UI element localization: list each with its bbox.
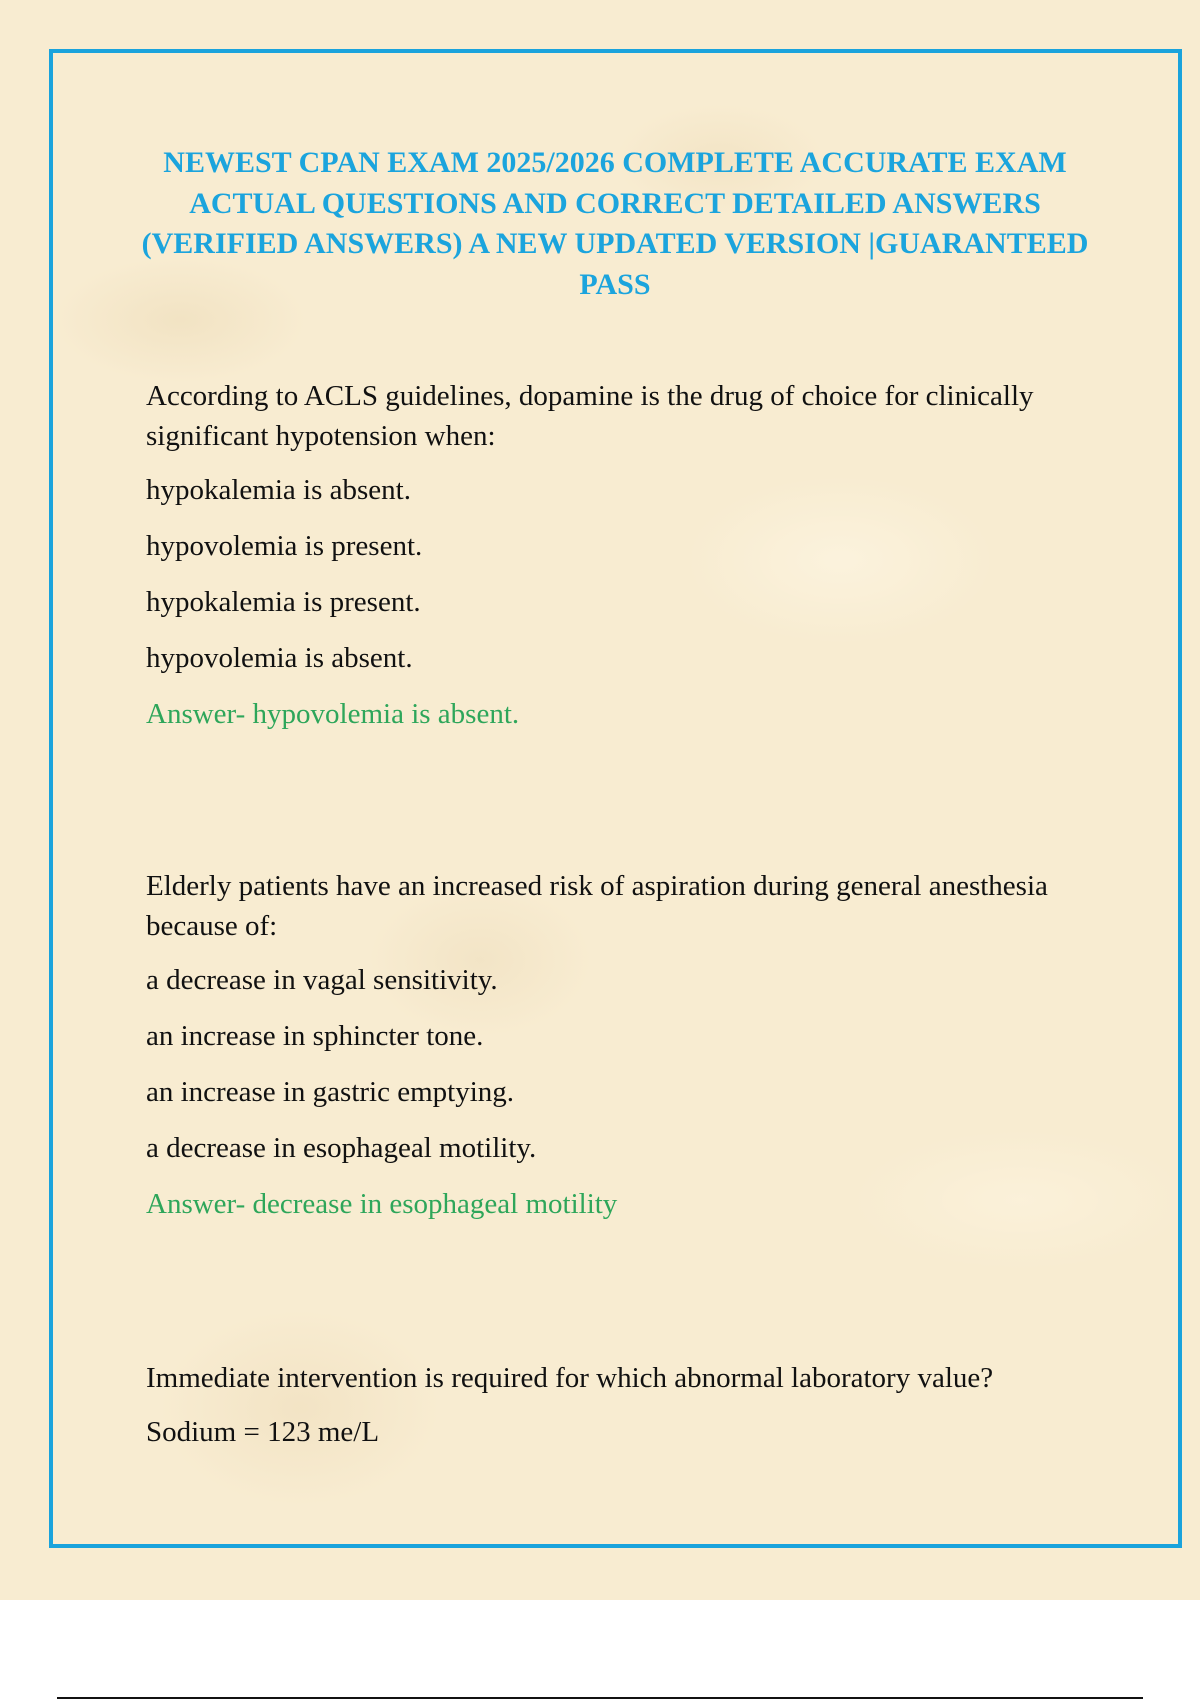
answer-option: an increase in gastric emptying.: [146, 1076, 515, 1108]
question-block-1: [146, 376, 1106, 732]
answer-option: a decrease in esophageal motility.: [146, 1132, 537, 1164]
answer-option: Sodium = 123 me/L: [146, 1416, 380, 1448]
answer-option: a decrease in vagal sensitivity.: [146, 964, 498, 996]
question-text: Immediate intervention is required for which abnormal laboratory value?: [146, 1362, 994, 1394]
document-title: NEWEST CPAN EXAM 2025/2026 COMPLETE ACCURATE EXAM ACTUAL QUESTIONS AND CORRECT DETAILED ANSWERS (VERIFIED ANSWERS) A NEW UPDATED VERSION |GUARANTEED PASS: [141, 146, 1089, 301]
question-text: Elderly patients have an increased risk of aspiration during general anesthesia because of:: [146, 870, 1048, 942]
answer-option: hypovolemia is absent.: [146, 642, 413, 674]
question-block-2: [146, 866, 1106, 1222]
correct-answer: Answer- hypovolemia is absent.: [146, 698, 520, 730]
question-text: According to ACLS guidelines, dopamine is the drug of choice for clinically significant hypotension when:: [146, 380, 1034, 452]
correct-answer: Answer- decrease in esophageal motility: [146, 1188, 618, 1220]
answer-option: hypovolemia is present.: [146, 530, 423, 562]
question-block-3: [146, 1358, 1106, 1470]
answer-option: hypokalemia is absent.: [146, 474, 411, 506]
footer-divider: [57, 1697, 1143, 1699]
answer-option: hypokalemia is present.: [146, 586, 421, 618]
answer-option: an increase in sphincter tone.: [146, 1020, 484, 1052]
